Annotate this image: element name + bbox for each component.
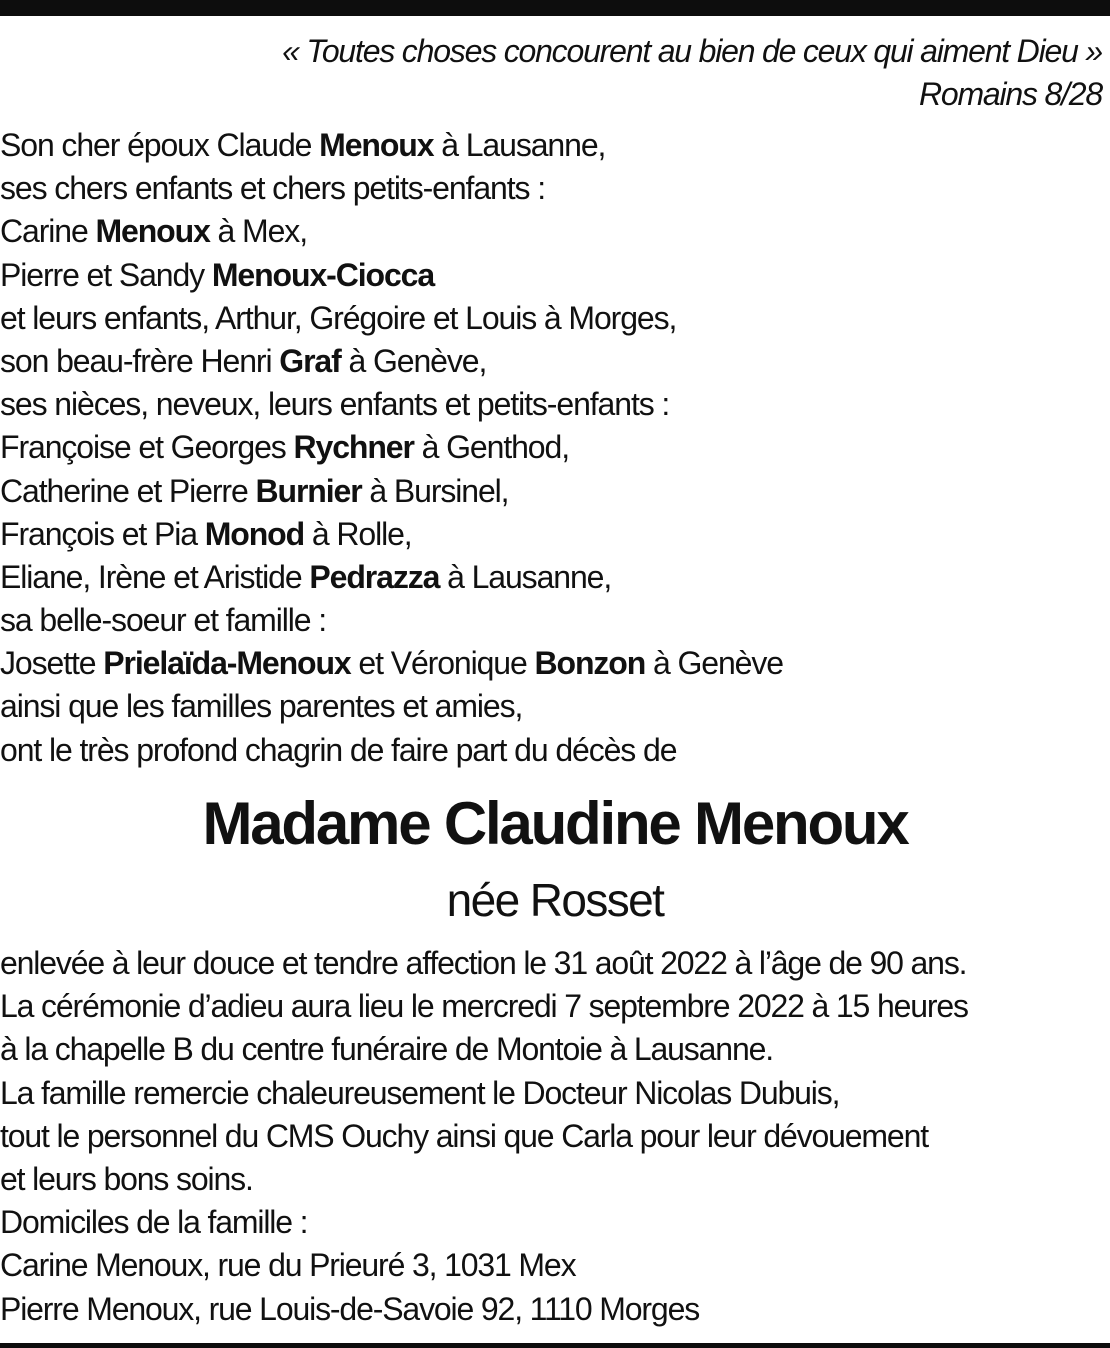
bible-epigraph — [282, 30, 1102, 116]
family-line — [0, 167, 783, 210]
family-line — [0, 685, 783, 728]
line-text: à Genève, — [340, 342, 487, 379]
line-text: ses nièces, neveux, leurs enfants et petits-enfants : — [0, 386, 670, 423]
family-line — [0, 426, 783, 469]
family-announcement — [0, 124, 783, 772]
surname: Menoux — [319, 127, 434, 163]
epigraph-quote: « Toutes choses concourent au bien de ceux qui aiment Dieu » — [282, 33, 1102, 69]
line-text: à Genève — [645, 645, 783, 682]
family-line — [0, 513, 783, 556]
ceremony-details — [0, 942, 968, 1331]
detail-line: Domiciles de la famille : — [0, 1204, 308, 1241]
line-text: à Lausanne, — [439, 558, 612, 595]
detail-line: tout le personnel du CMS Ouchy ainsi que Carla pour leur dévouement — [0, 1117, 928, 1154]
line-text: Josette — [0, 645, 104, 682]
line-text: sa belle-soeur et famille : — [0, 602, 327, 639]
family-line — [0, 124, 783, 167]
surname: Bonzon — [534, 645, 646, 682]
family-line — [0, 729, 783, 772]
surname: Burnier — [255, 472, 362, 509]
surname: Rychner — [293, 429, 414, 466]
family-line — [0, 556, 783, 599]
epigraph-reference: Romains 8/28 — [918, 76, 1102, 112]
family-line — [0, 210, 783, 253]
line-text: et Véronique — [350, 645, 535, 682]
surname: Menoux-Ciocca — [211, 256, 435, 293]
line-text: et leurs enfants, Arthur, Grégoire et Louis à Morges, — [0, 299, 677, 336]
line-text: Françoise et Georges — [0, 429, 294, 466]
line-text: à Lausanne, — [433, 127, 606, 163]
surname: Pedrazza — [309, 558, 440, 595]
family-line — [0, 470, 783, 513]
surname: Monod — [204, 515, 305, 552]
detail-line: Pierre Menoux, rue Louis-de-Savoie 92, 1110 Morges — [0, 1290, 700, 1327]
surname: Graf — [279, 342, 341, 379]
detail-line: La cérémonie d’adieu aura lieu le mercredi 7 septembre 2022 à 15 heures — [0, 988, 968, 1025]
family-line — [0, 642, 783, 685]
family-line — [0, 297, 783, 340]
line-text: à Rolle, — [304, 515, 412, 552]
surname: Prielaïda-Menoux — [103, 645, 351, 682]
family-line — [0, 254, 783, 297]
surname: Menoux — [95, 213, 210, 250]
line-text: ses chers enfants et chers petits-enfants : — [0, 170, 545, 207]
line-text: François et Pia — [0, 515, 205, 552]
line-text: à Genthod, — [413, 429, 569, 466]
detail-line: La famille remercie chaleureusement le Docteur Nicolas Dubuis, — [0, 1074, 840, 1111]
line-text: Son cher époux Claude — [0, 127, 320, 163]
line-text: Catherine et Pierre — [0, 472, 256, 509]
detail-line: Carine Menoux, rue du Prieuré 3, 1031 Mex — [0, 1247, 576, 1284]
line-text: Carine — [0, 213, 96, 250]
line-text: son beau-frère Henri — [0, 342, 280, 379]
detail-line: et leurs bons soins. — [0, 1160, 253, 1197]
line-text: Pierre et Sandy — [0, 256, 212, 293]
family-line — [0, 383, 783, 426]
line-text: ont le très profond chagrin de faire part du décès de — [0, 731, 677, 768]
family-line — [0, 599, 783, 642]
line-text: Eliane, Irène et Aristide — [0, 558, 310, 595]
family-line — [0, 340, 783, 383]
line-text: à Bursinel, — [361, 472, 509, 509]
line-text: à Mex, — [209, 213, 307, 250]
top-border-rule — [0, 0, 1110, 16]
deceased-name: Madame Claudine Menoux — [202, 790, 908, 857]
detail-line: enlevée à leur douce et tendre affection le 31 août 2022 à l’âge de 90 ans. — [0, 945, 967, 981]
line-text: ainsi que les familles parentes et amies, — [0, 688, 523, 725]
detail-line: à la chapelle B du centre funéraire de Montoie à Lausanne. — [0, 1031, 773, 1068]
maiden-name: née Rosset — [446, 874, 664, 926]
bottom-border-rule — [0, 1343, 1110, 1348]
